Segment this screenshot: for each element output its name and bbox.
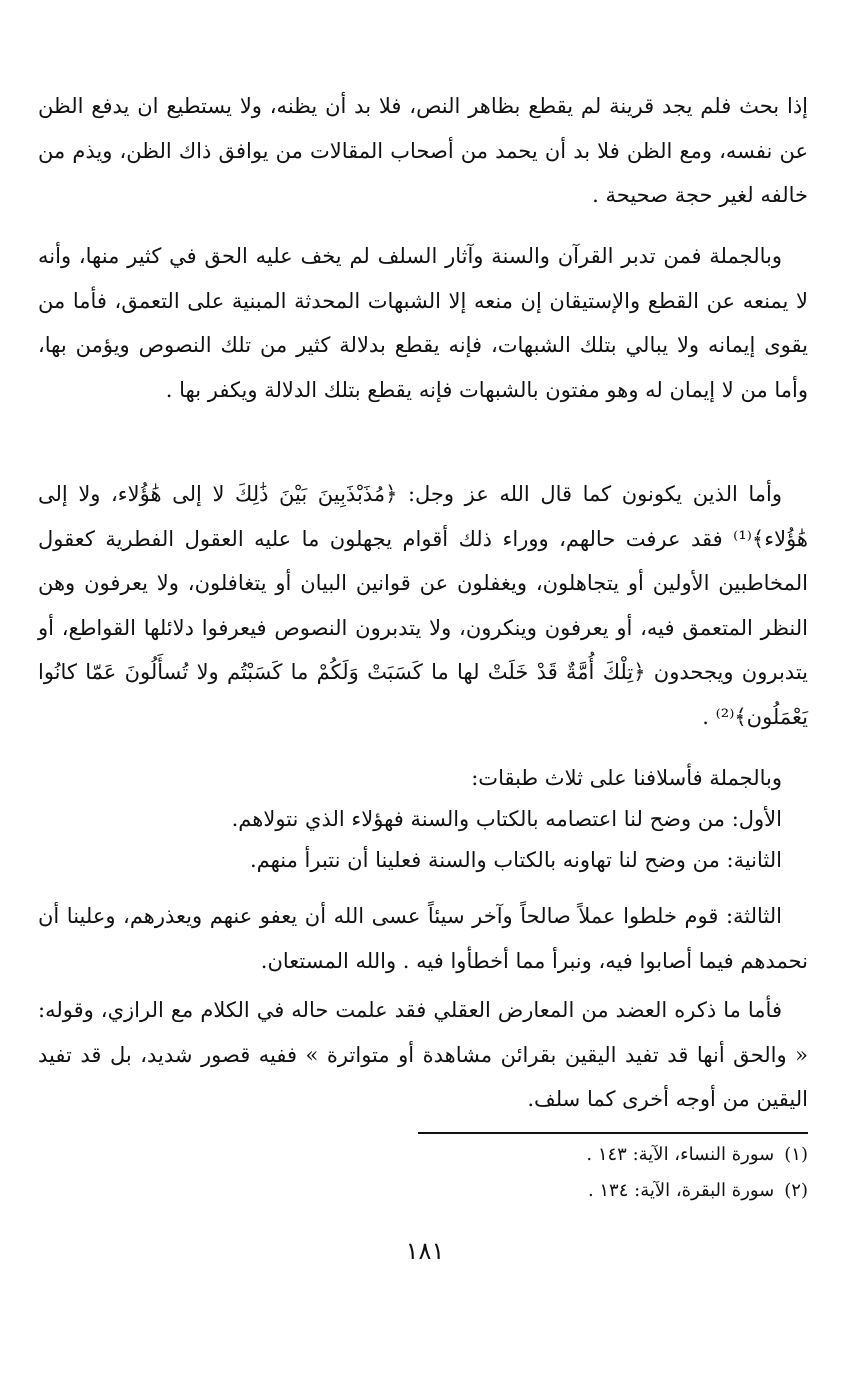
class-first: الأول: من وضح لنا اعتصامه بالكتاب والسنة فهؤلاء الذي نتولاهم.	[231, 807, 782, 831]
class-second: الثانية: من وضح لنا تهاونه بالكتاب والسنة فعلينا أن نتبرأ منهم.	[249, 848, 782, 872]
classes-intro: وبالجملة فأسلافنا على ثلاث طبقات:	[471, 766, 782, 790]
footnote-1	[38, 1140, 808, 1170]
footnote-separator	[418, 1132, 808, 1134]
closing-paragraph: فأما ما ذكره العضد من المعارض العقلي فقد علمت حاله في الكلام مع الرازي، وقوله: « والحق أنها قد تفيد اليقين بقرائن مشاهدة أو متواترة » ففيه قصور شديد، بل قد تفيد اليقين من أوجه أخرى كما سلف.	[38, 998, 808, 1111]
footnote-text: سورة النساء، الآية: ١٤٣ .	[586, 1144, 775, 1165]
footnote-number: (٢)	[784, 1180, 808, 1201]
footnote-number: (١)	[784, 1144, 808, 1165]
paragraph-3: وأما الذين يكونون كما قال الله عز وجل: ﴿مُذَبْذَبِينَ بَيْنَ ذَٰلِكَ لا إلى هَٰؤُلاء، ولا إلى هَٰؤُلاء﴾⁽¹⁾ فقد عرفت حالهم، ووراء ذلك أقوام يجهلون ما عليه العقول الفطرية كعقول المخاطبين الأولين أو يتجاهلون، ويغفلون عن قوانين البيان أو يتغافلون، ولا يعرفون وهن النظر المتعمق فيه، أو يعرفون وينكرون، ولا يتدبرون النصوص فيعرفوا دلائلها القواطع، أو يتدبرون ويجحدون ﴿تِلْكَ أُمَّةٌ قَدْ خَلَتْ لها ما كَسَبَتْ وَلَكُمْ ما كَسَبْتُم ولا تُسأَلُونَ عَمّا كانُوا يَعْمَلُون﴾⁽²⁾ .	[38, 482, 808, 729]
page-number: ١٨١	[405, 1237, 445, 1265]
footnote-2	[38, 1176, 808, 1206]
class-third: الثالثة: قوم خلطوا عملاً صالحاً وآخر سيئاً عسى الله أن يعفو عنهم ويعذرهم، وعلينا أن نحمدهم فيما أصابوا فيه، ونبرأ مما أخطأوا فيه . والله المستعان.	[38, 904, 808, 973]
paragraph-1: إذا بحث فلم يجد قرينة لم يقطع بظاهر النص، فلا بد أن يظنه، ولا يستطيع ان يدفع الظن عن نفسه، ومع الظن فلا بد أن يحمد من أصحاب المقالات من يوافق ذاك الظن، ويذم من خالفه لغير حجة صحيحة .	[38, 94, 808, 207]
paragraph-2: وبالجملة فمن تدبر القرآن والسنة وآثار السلف لم يخف عليه الحق في كثير منها، وأنه لا يمنعه عن القطع والإستيقان إن منعه إلا الشبهات المحدثة المبنية على التعمق، فأما من يقوى إيمانه ولا يبالي بتلك الشبهات، فإنه يقطع بدلالة كثير من تلك النصوص ويؤمن بها، وأما من لا إيمان له وهو مفتون بالشبهات فإنه يقطع بتلك الدلالة ويكفر بها .	[38, 244, 808, 402]
footnote-text: سورة البقرة، الآية: ١٣٤ .	[587, 1180, 775, 1201]
